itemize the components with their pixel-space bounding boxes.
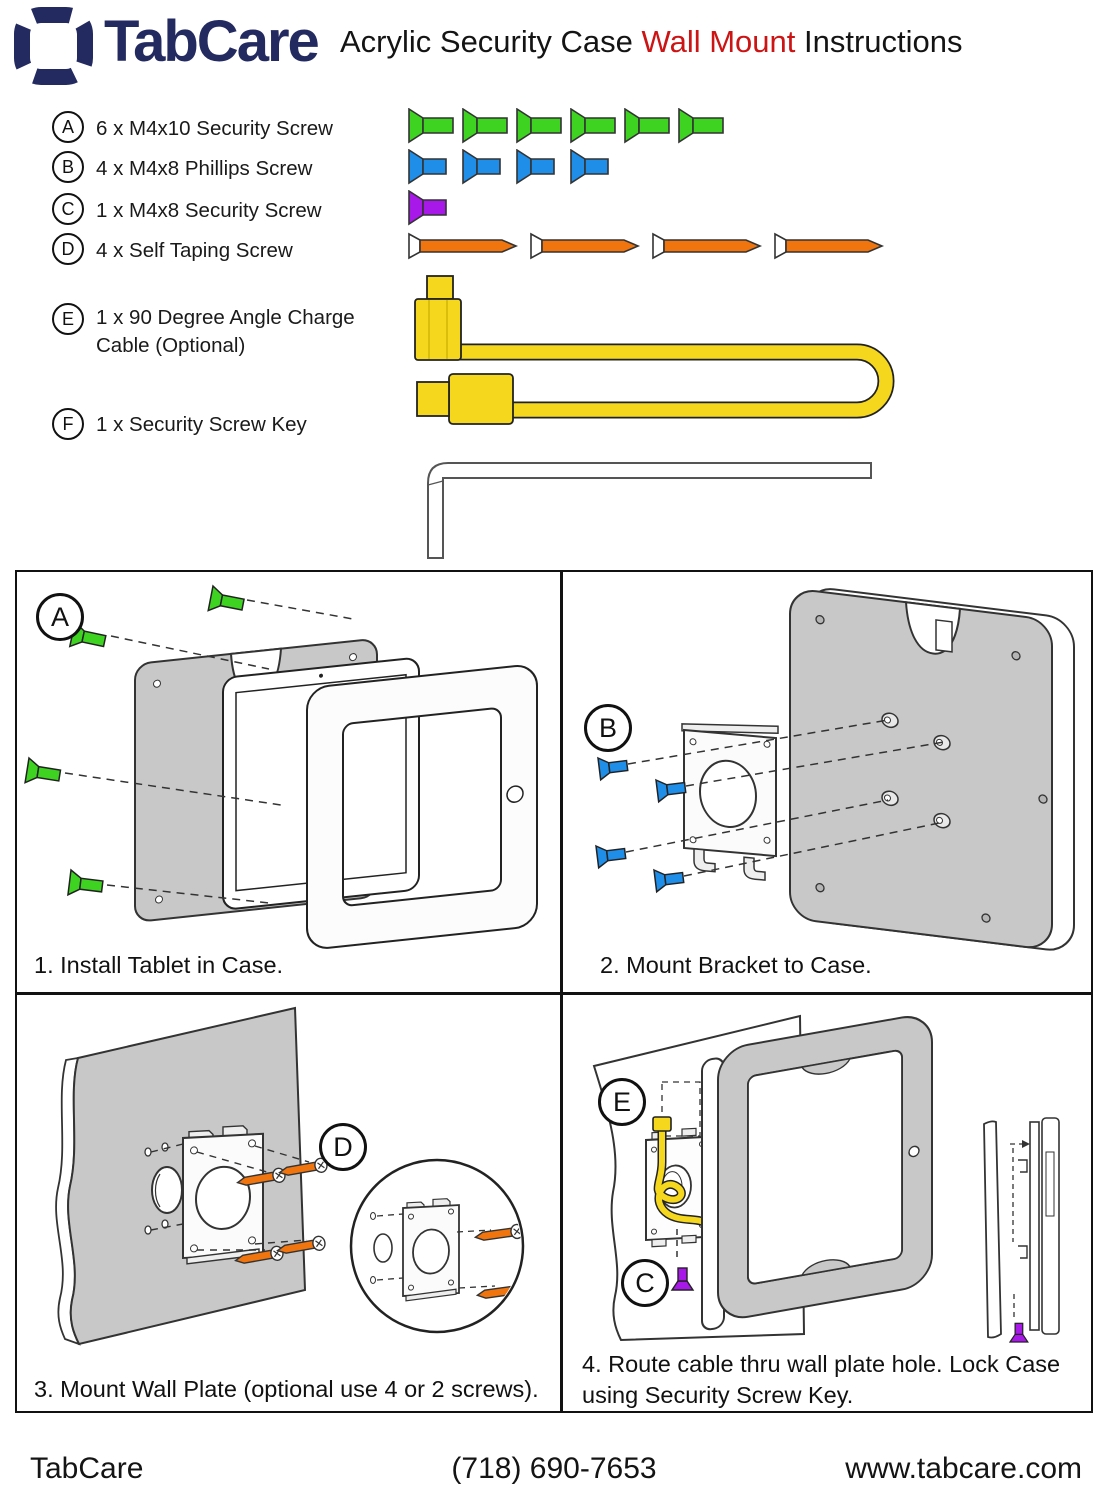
part-badge-f: F bbox=[52, 408, 84, 440]
tabcare-logo-icon bbox=[8, 4, 100, 95]
security-screw-icon bbox=[408, 190, 455, 226]
step3-badge: D bbox=[319, 1123, 367, 1171]
step1-panel bbox=[17, 572, 558, 990]
security-screw-icon bbox=[408, 108, 455, 144]
part-c-screws bbox=[408, 190, 455, 226]
security-screw-key-icon bbox=[398, 438, 898, 568]
angle-charge-cable-icon bbox=[405, 270, 920, 447]
part-label-f: 1 x Security Screw Key bbox=[96, 413, 307, 436]
wall-plate bbox=[183, 1125, 263, 1264]
step1-caption: 1. Install Tablet in Case. bbox=[34, 952, 284, 978]
step2-badge: B bbox=[584, 704, 632, 752]
part-b-screws bbox=[408, 149, 617, 185]
part-a-screws bbox=[408, 108, 725, 144]
footer-brand: TabCare bbox=[30, 1452, 144, 1485]
case-front bbox=[702, 1012, 932, 1331]
phillips-screw-icon bbox=[408, 149, 455, 185]
steps-grid bbox=[15, 570, 1093, 1413]
case-back bbox=[790, 584, 1074, 953]
title-suffix: Instructions bbox=[795, 24, 963, 59]
part-label-c: 1 x M4x8 Security Screw bbox=[96, 199, 322, 222]
part-label-e: 1 x 90 Degree Angle Charge Cable (Optional) bbox=[96, 306, 355, 357]
step2-caption: 2. Mount Bracket to Case. bbox=[600, 952, 872, 978]
title-highlight: Wall Mount bbox=[641, 24, 796, 59]
logo-text: TabCare bbox=[104, 9, 318, 74]
mount-bracket bbox=[682, 718, 778, 881]
security-screw-icon bbox=[516, 108, 563, 144]
part-badge-a: A bbox=[52, 111, 84, 143]
security-screw-icon bbox=[624, 108, 671, 144]
side-view bbox=[984, 1118, 1059, 1342]
front-frame bbox=[307, 664, 537, 950]
security-screw-icon bbox=[570, 108, 617, 144]
step4-panel bbox=[562, 994, 1095, 1415]
phillips-screw-icon bbox=[516, 149, 563, 185]
step1-badge: A bbox=[36, 593, 84, 641]
self-tapping-screw-icon bbox=[774, 231, 888, 261]
step3-caption: 3. Mount Wall Plate (optional use 4 or 2 screws). bbox=[34, 1376, 539, 1402]
part-badge-e: E bbox=[52, 303, 84, 335]
self-tapping-screw-icon bbox=[408, 231, 522, 261]
phillips-screw-icon bbox=[462, 149, 509, 185]
part-badge-c: C bbox=[52, 193, 84, 225]
two-screw-inset bbox=[351, 1160, 526, 1332]
title-prefix: Acrylic Security Case bbox=[340, 24, 642, 59]
footer-website: www.tabcare.com bbox=[845, 1452, 1082, 1485]
step2-panel bbox=[562, 572, 1095, 990]
part-label-a: 6 x M4x10 Security Screw bbox=[96, 117, 333, 140]
self-tapping-screw-icon bbox=[530, 231, 644, 261]
step4-caption: 4. Route cable thru wall plate hole. Lock Case using Security Screw Key. bbox=[582, 1351, 1061, 1408]
part-d-screws bbox=[408, 231, 888, 261]
phillips-screw-icon bbox=[570, 149, 617, 185]
security-screw-icon bbox=[462, 108, 509, 144]
part-label-d: 4 x Self Taping Screw bbox=[96, 239, 293, 262]
step1-diagram bbox=[17, 572, 558, 956]
part-badge-b: B bbox=[52, 151, 84, 183]
page-title bbox=[340, 24, 963, 60]
wall-hole bbox=[152, 1167, 182, 1213]
footer-phone: (718) 690-7653 bbox=[451, 1452, 657, 1485]
phillips-screws bbox=[596, 755, 686, 892]
security-screw-icon bbox=[678, 108, 725, 144]
step4-badge-cable: E bbox=[598, 1078, 646, 1126]
part-label-b: 4 x M4x8 Phillips Screw bbox=[96, 157, 313, 180]
step3-panel bbox=[17, 994, 558, 1412]
part-badge-d: D bbox=[52, 233, 84, 265]
step3-diagram bbox=[17, 994, 558, 1372]
self-tapping-screw-icon bbox=[652, 231, 766, 261]
step2-diagram bbox=[562, 572, 1095, 956]
step4-badge-screw: C bbox=[621, 1259, 669, 1307]
